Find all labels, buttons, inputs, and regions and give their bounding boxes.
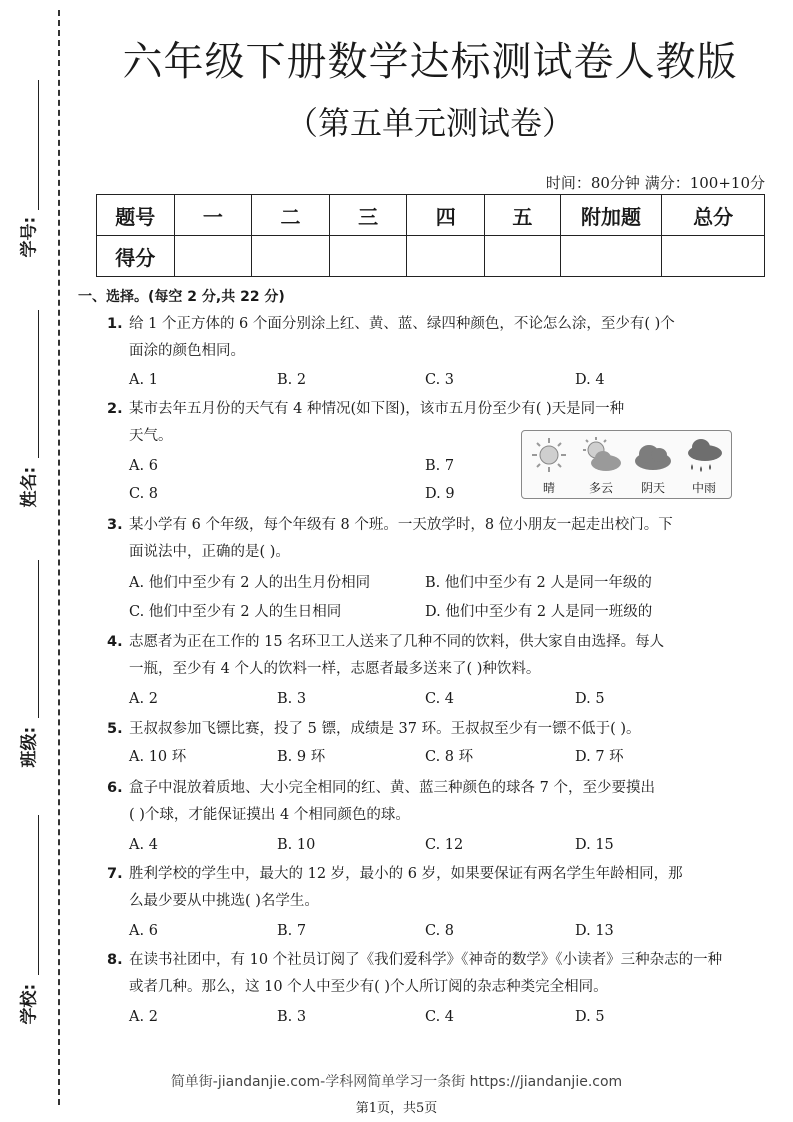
page-title: 六年级下册数学达标测试卷人教版 bbox=[122, 39, 738, 85]
page-subtitle: （第五单元测试卷） bbox=[285, 104, 574, 142]
question-3 bbox=[107, 512, 737, 566]
sun-icon bbox=[524, 435, 574, 477]
question-text: 胜利学校的学生中，最大的 12 岁，最小的 6 岁，如果要保证有两名学生年龄相同，那 bbox=[129, 866, 683, 882]
weather-rain bbox=[679, 435, 729, 495]
student-id-field[interactable] bbox=[12, 80, 48, 280]
question-1 bbox=[107, 311, 737, 365]
option-c[interactable]: C. 8 bbox=[129, 486, 159, 502]
question-4-options bbox=[129, 686, 729, 713]
score-header-cell: 总分 bbox=[662, 195, 765, 236]
question-number: 2. bbox=[107, 401, 123, 417]
score-header-cell: 四 bbox=[407, 195, 485, 236]
option-a[interactable]: A. 6 bbox=[129, 923, 158, 939]
question-5 bbox=[107, 716, 737, 743]
question-text: 某小学有 6 个年级，每个年级有 8 个班。一天放学时，8 位小朋友一起走出校门。下 bbox=[129, 517, 673, 533]
score-table-score-row bbox=[97, 236, 765, 277]
question-4 bbox=[107, 629, 737, 683]
option-a[interactable]: A. 6 bbox=[129, 458, 158, 474]
class-underline bbox=[38, 560, 39, 718]
question-number: 3. bbox=[107, 517, 123, 533]
option-b[interactable]: B. 10 bbox=[277, 837, 316, 853]
school-field[interactable] bbox=[12, 815, 48, 1025]
cloud-icon bbox=[628, 435, 678, 477]
question-number: 1. bbox=[107, 316, 123, 332]
score-cell[interactable] bbox=[662, 236, 765, 277]
option-a[interactable]: A. 他们中至少有 2 人的出生月份相同 bbox=[129, 575, 371, 591]
score-cell[interactable] bbox=[485, 236, 561, 277]
option-d[interactable]: D. 7 环 bbox=[575, 749, 624, 765]
score-header-cell: 题号 bbox=[97, 195, 175, 236]
question-8 bbox=[107, 947, 737, 1001]
option-a[interactable]: A. 2 bbox=[129, 1009, 158, 1025]
option-b[interactable]: B. 他们中至少有 2 人是同一年级的 bbox=[425, 575, 652, 591]
question-text-continued: 天气。 bbox=[129, 428, 173, 444]
footer-watermark: 简单街-jiandanjie.com-学科网简单学习一条街 https://jiandanjie.com bbox=[170, 1074, 623, 1090]
binding-dashed-line bbox=[58, 10, 60, 1105]
question-5-options bbox=[129, 744, 729, 771]
question-text-continued: 面涂的颜色相同。 bbox=[129, 343, 245, 359]
score-cell[interactable] bbox=[174, 236, 252, 277]
score-header-cell: 五 bbox=[485, 195, 561, 236]
score-header-cell: 二 bbox=[252, 195, 330, 236]
option-d[interactable]: D. 5 bbox=[575, 691, 605, 707]
score-table bbox=[96, 194, 765, 277]
score-cell[interactable] bbox=[407, 236, 485, 277]
weather-label: 中雨 bbox=[691, 481, 716, 495]
score-cell[interactable] bbox=[252, 236, 330, 277]
time-info: 时间：80分钟 满分：100+10分 bbox=[545, 174, 765, 192]
question-3-options-row1 bbox=[129, 570, 729, 597]
option-c[interactable]: C. 8 bbox=[425, 923, 455, 939]
question-text: 某市去年五月份的天气有 4 种情况(如下图)，该市五月份至少有( )天是同一种 bbox=[129, 401, 625, 417]
option-a[interactable]: A. 1 bbox=[129, 372, 158, 388]
option-d[interactable]: D. 15 bbox=[575, 837, 614, 853]
question-6-options bbox=[129, 832, 729, 859]
question-7-options bbox=[129, 918, 729, 945]
question-text-continued: 面说法中，正确的是( )。 bbox=[129, 544, 290, 560]
section-title: 一、选择。(每空 2 分,共 22 分) bbox=[78, 289, 285, 305]
option-b[interactable]: B. 7 bbox=[277, 923, 307, 939]
option-d[interactable]: D. 4 bbox=[575, 372, 605, 388]
score-header-cell: 三 bbox=[329, 195, 407, 236]
option-d[interactable]: D. 13 bbox=[575, 923, 614, 939]
question-number: 4. bbox=[107, 634, 123, 650]
score-table-header-row bbox=[97, 195, 765, 236]
question-text: 给 1 个正方体的 6 个面分别涂上红、黄、蓝、绿四种颜色，不论怎么涂，至少有( )个 bbox=[129, 316, 675, 332]
option-c[interactable]: C. 8 环 bbox=[425, 749, 474, 765]
weather-label: 多云 bbox=[588, 481, 613, 495]
option-b[interactable]: B. 9 环 bbox=[277, 749, 326, 765]
option-a[interactable]: A. 2 bbox=[129, 691, 158, 707]
option-d[interactable]: D. 他们中至少有 2 人是同一班级的 bbox=[425, 604, 653, 620]
rain-icon bbox=[679, 435, 729, 477]
question-number: 8. bbox=[107, 952, 123, 968]
option-c[interactable]: C. 12 bbox=[425, 837, 464, 853]
question-text-continued: 么最少要从中挑选( )名学生。 bbox=[129, 893, 319, 909]
question-number: 7. bbox=[107, 866, 123, 882]
weather-sunny bbox=[524, 435, 574, 495]
question-number: 6. bbox=[107, 780, 123, 796]
school-underline bbox=[38, 815, 39, 975]
option-b[interactable]: B. 2 bbox=[277, 372, 307, 388]
option-c[interactable]: C. 4 bbox=[425, 691, 455, 707]
score-header-cell: 附加题 bbox=[560, 195, 662, 236]
weather-overcast bbox=[628, 435, 678, 495]
question-1-options bbox=[129, 367, 729, 394]
question-6 bbox=[107, 775, 737, 829]
class-field[interactable] bbox=[12, 560, 48, 780]
name-label: 姓名: bbox=[19, 466, 40, 508]
name-field[interactable] bbox=[12, 310, 48, 520]
option-c[interactable]: C. 4 bbox=[425, 1009, 455, 1025]
question-text: 盒子中混放着质地、大小完全相同的红、黄、蓝三种颜色的球各 7 个，至少要摸出 bbox=[129, 780, 655, 796]
score-row-label: 得分 bbox=[97, 236, 175, 277]
question-number: 5. bbox=[107, 721, 123, 737]
option-b[interactable]: B. 3 bbox=[277, 691, 307, 707]
option-c[interactable]: C. 他们中至少有 2 人的生日相同 bbox=[129, 604, 342, 620]
option-a[interactable]: A. 4 bbox=[129, 837, 158, 853]
weather-partly-cloudy bbox=[576, 435, 626, 495]
score-cell[interactable] bbox=[560, 236, 662, 277]
question-text: 王叔叔参加飞镖比赛，投了 5 镖，成绩是 37 环。王叔叔至少有一镖不低于( )。 bbox=[129, 721, 641, 737]
partly-cloudy-icon bbox=[576, 435, 626, 477]
school-label: 学校: bbox=[19, 983, 40, 1025]
question-3-options-row2 bbox=[129, 599, 729, 626]
option-c[interactable]: C. 3 bbox=[425, 372, 455, 388]
weather-figure bbox=[521, 430, 732, 499]
question-text-continued: 或者几种。那么，这 10 个人中至少有( )个人所订阅的杂志种类完全相同。 bbox=[129, 979, 608, 995]
question-text-continued: ( )个球，才能保证摸出 4 个相同颜色的球。 bbox=[129, 807, 410, 823]
question-7 bbox=[107, 861, 737, 915]
student-id-label: 学号: bbox=[19, 216, 40, 258]
question-text: 在读书社团中，有 10 个社员订阅了《我们爱科学》《神奇的数学》《小读者》三种杂志的一种 bbox=[129, 952, 723, 968]
option-b[interactable]: B. 3 bbox=[277, 1009, 307, 1025]
score-cell[interactable] bbox=[329, 236, 407, 277]
name-underline bbox=[38, 310, 39, 458]
question-text-continued: 一瓶，至少有 4 个人的饮料一样，志愿者最多送来了( )种饮料。 bbox=[129, 661, 541, 677]
question-text: 志愿者为正在工作的 15 名环卫工人送来了几种不同的饮料，供大家自由选择。每人 bbox=[129, 634, 665, 650]
weather-label: 晴 bbox=[542, 481, 555, 495]
option-d[interactable]: D. 5 bbox=[575, 1009, 605, 1025]
class-label: 班级: bbox=[19, 726, 40, 768]
weather-label: 阴天 bbox=[640, 481, 665, 495]
option-d[interactable]: D. 9 bbox=[425, 486, 455, 502]
page-number: 第1页，共5页 bbox=[355, 1101, 438, 1116]
student-id-underline bbox=[38, 80, 39, 210]
option-a[interactable]: A. 10 环 bbox=[129, 749, 187, 765]
option-b[interactable]: B. 7 bbox=[425, 458, 455, 474]
score-header-cell: 一 bbox=[174, 195, 252, 236]
question-8-options bbox=[129, 1004, 729, 1031]
